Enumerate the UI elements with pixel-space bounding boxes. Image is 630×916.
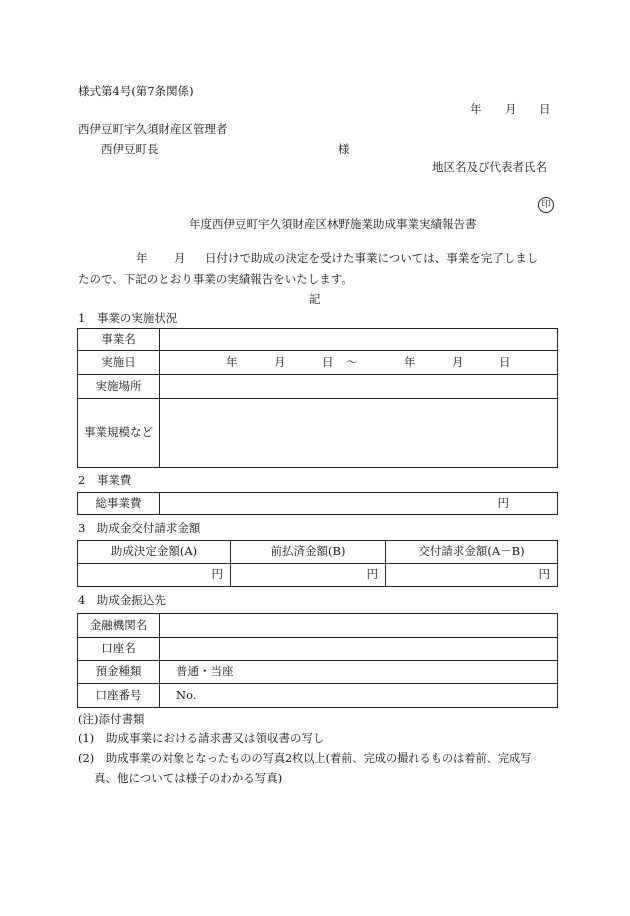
request-amount-header: 交付請求金額(A－B) xyxy=(386,541,558,564)
form-number: 様式第4号(第7条関係) xyxy=(78,84,194,98)
table-row xyxy=(78,399,558,468)
section4-heading: 4 助成金振込先 xyxy=(78,593,166,607)
date-range-tsuki2: 月 xyxy=(452,355,464,369)
table-row xyxy=(78,614,558,638)
table-row xyxy=(78,684,558,708)
account-name-value[interactable] xyxy=(160,638,558,661)
date-range-hi1: 日 xyxy=(322,355,334,369)
document-title: 年度西伊豆町宇久須財産区林野施業助成事業実績報告書 xyxy=(189,217,477,231)
bank-label: 金融機関名 xyxy=(78,614,160,638)
prepaid-amount-value[interactable] xyxy=(231,564,386,587)
decided-amount-header: 助成決定金額(A) xyxy=(78,541,231,564)
honorific-sama: 様 xyxy=(338,142,350,156)
bank-value[interactable] xyxy=(160,614,558,638)
project-cost-table xyxy=(77,492,558,515)
date-range-tilde: ～ xyxy=(346,355,358,369)
table-row xyxy=(78,351,558,375)
account-number-value[interactable]: No. xyxy=(160,684,558,708)
date-hi: 日 xyxy=(539,102,551,116)
body-text-line1: 日付けで助成の決定を受けた事業については、事業を完了しまし xyxy=(205,251,539,265)
note1-text: 助成事業における請求書又は領収書の写し xyxy=(106,731,325,745)
seal-mark: 印 xyxy=(538,197,554,213)
date-range-nen2: 年 xyxy=(404,355,416,369)
deposit-type-value[interactable]: 普通・当座 xyxy=(160,661,558,684)
date-range-nen1: 年 xyxy=(226,355,238,369)
ki-mark: 記 xyxy=(309,292,321,306)
note2-text-continued: 真、他については様子のわかる写真) xyxy=(94,771,283,785)
date-nen: 年 xyxy=(470,102,482,116)
date-range-tsuki1: 月 xyxy=(274,355,286,369)
note1-number: (1) xyxy=(78,731,95,745)
prepaid-amount-header: 前払済金額(B) xyxy=(231,541,386,564)
implementation-table xyxy=(77,328,558,468)
yen-unit: 円 xyxy=(538,567,550,582)
table-row xyxy=(78,541,558,564)
transfer-account-table xyxy=(77,613,558,708)
table-row xyxy=(78,329,558,351)
implementation-date-label: 実施日 xyxy=(78,351,160,375)
addressee-line1: 西伊豆町宇久須財産区管理者 xyxy=(78,122,228,136)
total-cost-label: 総事業費 xyxy=(78,493,160,515)
project-name-label: 事業名 xyxy=(78,329,160,351)
account-number-label: 口座番号 xyxy=(78,684,160,708)
deposit-type-label: 預金種類 xyxy=(78,661,160,684)
notes-heading: (注)添付書類 xyxy=(78,712,145,726)
section2-heading: 2 事業費 xyxy=(78,473,132,487)
note2-text: 助成事業の対象となったものの写真2枚以上(着前、完成の撮れるものは着前、完成写 xyxy=(106,752,532,765)
body-tsuki: 月 xyxy=(174,251,186,265)
project-name-value[interactable] xyxy=(160,329,558,351)
representative-label: 地区名及び代表者氏名 xyxy=(432,160,547,174)
table-row xyxy=(78,493,558,515)
account-name-label: 口座名 xyxy=(78,638,160,661)
implementation-date-value[interactable] xyxy=(160,351,558,375)
table-row xyxy=(78,638,558,661)
scale-value[interactable] xyxy=(160,399,558,468)
section3-heading: 3 助成金交付請求金額 xyxy=(78,521,201,535)
request-amount-value[interactable] xyxy=(386,564,558,587)
body-nen: 年 xyxy=(136,251,148,265)
yen-unit: 円 xyxy=(366,567,378,582)
grant-request-table xyxy=(77,540,558,587)
table-row xyxy=(78,375,558,399)
date-range-hi2: 日 xyxy=(499,355,511,369)
section1-heading: 1 事業の実施状況 xyxy=(78,311,178,325)
note2-number: (2) xyxy=(78,751,95,765)
total-cost-value[interactable] xyxy=(160,493,558,515)
addressee-line2: 西伊豆町長 xyxy=(101,142,159,156)
table-row xyxy=(78,564,558,587)
date-tsuki: 月 xyxy=(505,102,517,116)
scale-label: 事業規模など xyxy=(78,399,160,468)
decided-amount-value[interactable] xyxy=(78,564,231,587)
place-value[interactable] xyxy=(160,375,558,399)
table-row xyxy=(78,661,558,684)
place-label: 実施場所 xyxy=(78,375,160,399)
yen-unit: 円 xyxy=(497,495,509,510)
yen-unit: 円 xyxy=(211,567,223,582)
body-text-line2: たので、下記のとおり事業の実績報告をいたします。 xyxy=(78,272,353,286)
